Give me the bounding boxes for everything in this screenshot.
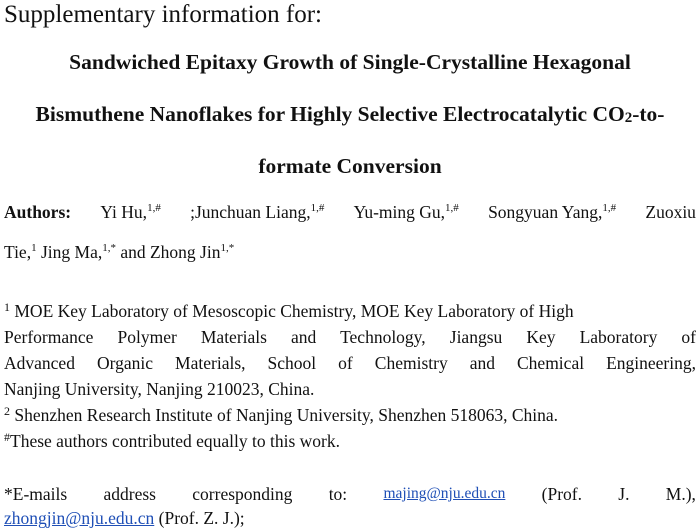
author-sup: 1,#: [602, 202, 617, 214]
contact-word: to:: [328, 484, 348, 504]
contact-word: corresponding: [192, 484, 293, 504]
authors-label: Authors:: [4, 202, 72, 222]
author-sup: 1: [31, 242, 37, 254]
affiliation-2: [4, 404, 696, 426]
author-name: Yi Hu,: [100, 202, 148, 222]
email-link-zhongjin[interactable]: zhongjin@nju.edu.cn: [4, 508, 155, 528]
title-line-2-end: -to-: [632, 102, 665, 126]
title-line-3: formate Conversion: [258, 154, 442, 178]
email-link-majing[interactable]: majing@nju.edu.cn: [383, 485, 506, 502]
contact-line-2: [4, 507, 696, 529]
author-yi-hu: [100, 201, 160, 223]
author-name: and Zhong Jin: [120, 242, 221, 262]
authors-line-1: [4, 201, 696, 223]
title-line-2-text: Bismuthene Nanoflakes for Highly Selective Electrocatalytic CO: [35, 102, 625, 126]
author-yu-ming-gu: [354, 201, 459, 223]
contact-word: (Prof.: [541, 484, 582, 504]
equal-text: These authors contributed equally to this work.: [10, 431, 340, 451]
contact-word: address: [103, 484, 156, 504]
title-line-2: [0, 101, 700, 131]
title-subscript: 2: [624, 110, 633, 126]
equal-mark: #: [4, 430, 10, 444]
contact-word: *E-mails: [4, 484, 68, 504]
author-name: Jing Ma,: [40, 242, 103, 262]
author-name: Songyuan Yang,: [488, 202, 603, 222]
author-zuoxiu-first: Zuoxiu: [645, 202, 696, 222]
contact-line-1: [4, 483, 696, 505]
supplementary-heading: Supplementary information for:: [4, 1, 322, 28]
author-sup: 1,*: [220, 242, 235, 254]
author-sup: 1,#: [147, 202, 161, 214]
author-jing-ma: [41, 242, 116, 262]
affiliation-line: MOE Key Laboratory of Mesoscopic Chemistry, MOE Key Laboratory of High: [14, 301, 574, 321]
affiliation-1-line-2: Performance Polymer Materials and Technology, Jiangsu Key Laboratory of: [4, 327, 696, 347]
author-junchuan-liang: [190, 201, 324, 223]
contact-note: (Prof. Z. J.);: [158, 508, 245, 528]
equal-contribution-note: [4, 430, 696, 452]
author-name: Tie,: [4, 242, 32, 262]
affiliation-1-line-4: Nanjing University, Nanjing 210023, China.: [4, 379, 315, 399]
authors-line-2: [4, 241, 696, 263]
affiliation-1-line-1: [4, 300, 696, 322]
author-sup: 1,*: [102, 242, 116, 254]
affiliation-1-line-3: Advanced Organic Materials, School of Chemistry and Chemical Engineering,: [4, 353, 696, 373]
affiliation-1-text: [4, 300, 574, 322]
author-songyuan-yang: [488, 201, 616, 223]
author-name: Yu-ming Gu,: [353, 202, 446, 222]
author-name: ;Junchuan Liang,: [190, 202, 311, 222]
affiliation-line: Shenzhen Research Institute of Nanjing University, Shenzhen 518063, China.: [14, 405, 559, 425]
contact-word: M.),: [665, 484, 696, 504]
author-sup: 1,#: [310, 202, 325, 214]
author-zhong-jin: [120, 242, 234, 262]
contact-word: J.: [618, 484, 630, 504]
author-zuoxiu-tie: [4, 242, 37, 262]
author-sup: 1,#: [445, 202, 459, 214]
affiliation-number: 2: [4, 404, 10, 418]
title-line-1: Sandwiched Epitaxy Growth of Single-Crystalline Hexagonal: [69, 50, 631, 74]
affiliation-number: 1: [4, 300, 10, 314]
